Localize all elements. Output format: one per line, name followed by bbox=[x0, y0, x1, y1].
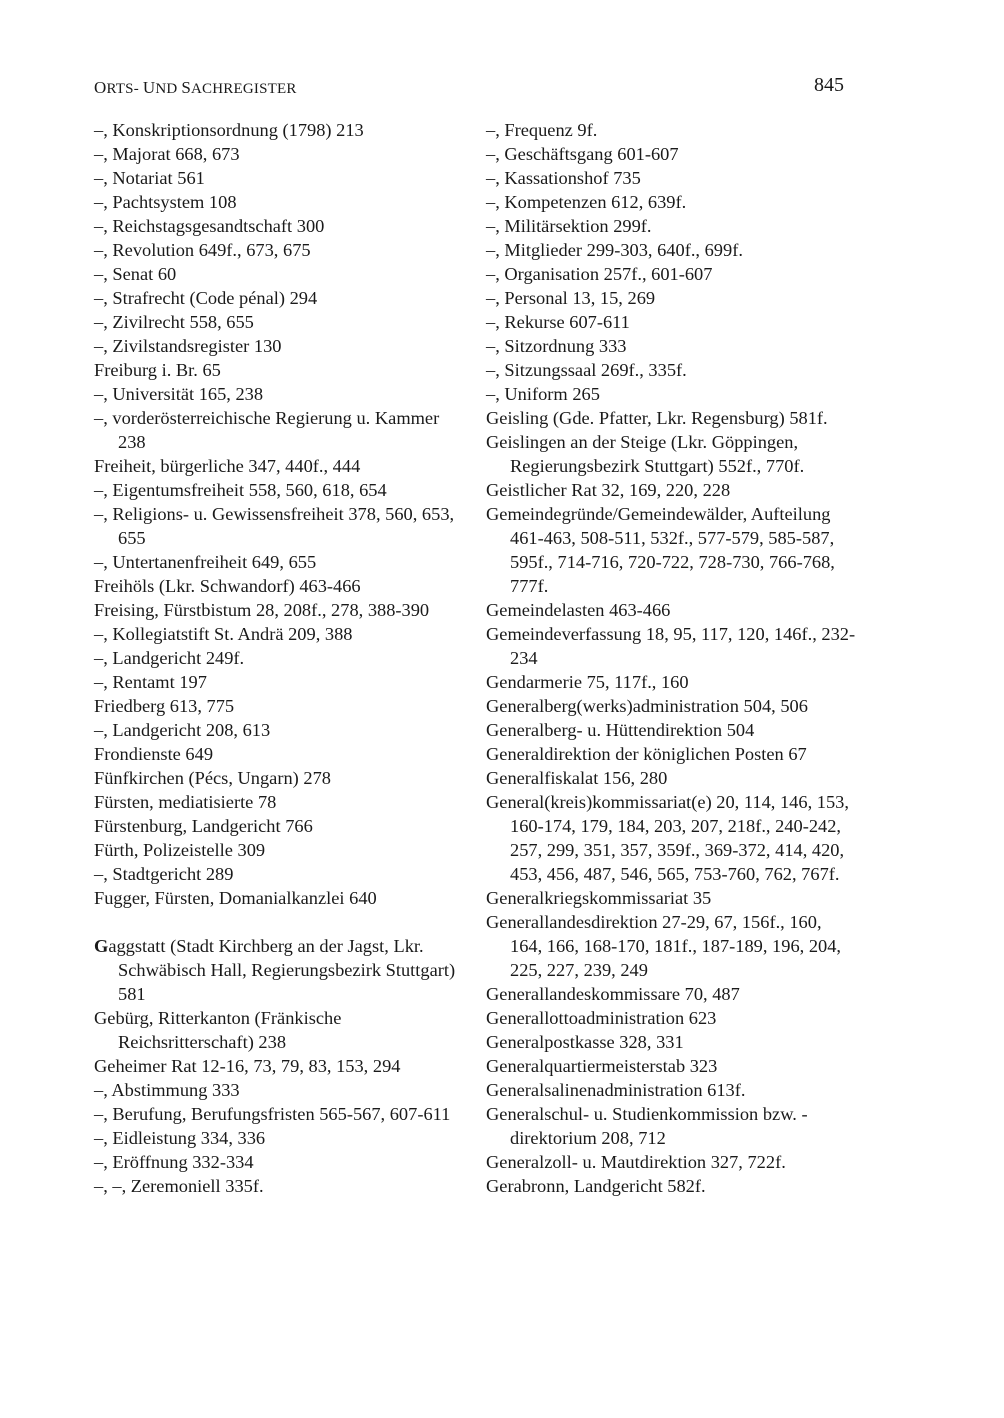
index-entry-text: –, Revolution 649f., 673, 675 bbox=[94, 240, 311, 260]
index-entry bbox=[94, 478, 466, 502]
index-entry-text: Fünfkirchen (Pécs, Ungarn) 278 bbox=[94, 768, 331, 788]
index-entry bbox=[486, 310, 858, 334]
index-entry bbox=[486, 358, 858, 382]
index-entry bbox=[94, 406, 466, 454]
index-entry-text: Gebürg, Ritterkanton (Fränkische Reichsritterschaft) 238 bbox=[94, 1008, 342, 1052]
index-entry-text: Generalfiskalat 156, 280 bbox=[486, 768, 668, 788]
index-entry-text: –, Geschäftsgang 601-607 bbox=[486, 144, 679, 164]
index-entry-text: General(kreis)kommissariat(e) 20, 114, 146, 153, 160-174, 179, 184, 203, 207, 218f., 240-242, 257, 299, 351, 357, 359f., 369-372, 414, 420, 453, 456, 487, 546, 565, 753-760, 762, 767f. bbox=[486, 792, 849, 884]
index-entry bbox=[94, 550, 466, 574]
running-title-text: ORTS- UND SACHREGISTER bbox=[94, 78, 297, 97]
index-entry bbox=[94, 862, 466, 886]
index-entry-text: Freihöls (Lkr. Schwandorf) 463-466 bbox=[94, 576, 361, 596]
index-entry-text: Freiheit, bürgerliche 347, 440f., 444 bbox=[94, 456, 361, 476]
index-entry-text: Generalkriegskommissariat 35 bbox=[486, 888, 712, 908]
index-entry bbox=[94, 238, 466, 262]
index-entry-text: Gemeindegründe/Gemeindewälder, Aufteilung 461-463, 508-511, 532f., 577-579, 585-587, 595f., 714-716, 720-722, 728-730, 766-768, 777f. bbox=[486, 504, 835, 596]
index-entry bbox=[94, 262, 466, 286]
index-entry-text: Generalberg- u. Hüttendirektion 504 bbox=[486, 720, 755, 740]
index-entry-text: –, Religions- u. Gewissensfreiheit 378, 560, 653, 655 bbox=[94, 504, 455, 548]
index-entry bbox=[486, 166, 858, 190]
index-entry bbox=[486, 910, 858, 982]
index-entry-text: Fugger, Fürsten, Domanialkanzlei 640 bbox=[94, 888, 377, 908]
index-entry-text: –, Konskriptionsordnung (1798) 213 bbox=[94, 120, 364, 140]
index-entry-text: –, Organisation 257f., 601-607 bbox=[486, 264, 713, 284]
index-entry-text: Frondienste 649 bbox=[94, 744, 214, 764]
index-entry-text: –, Landgericht 208, 613 bbox=[94, 720, 271, 740]
index-entry bbox=[486, 694, 858, 718]
index-entry bbox=[486, 742, 858, 766]
index-entry bbox=[486, 430, 858, 478]
index-entry-text: Geheimer Rat 12-16, 73, 79, 83, 153, 294 bbox=[94, 1056, 401, 1076]
index-entry-text: –, Stadtgericht 289 bbox=[94, 864, 234, 884]
index-entry bbox=[486, 502, 858, 598]
index-entry-text: Freising, Fürstbistum 28, 208f., 278, 388-390 bbox=[94, 600, 430, 620]
index-entry-text: Geisling (Gde. Pfatter, Lkr. Regensburg) 581f. bbox=[486, 408, 828, 428]
index-entry-text: Geislingen an der Steige (Lkr. Göppingen, Regierungsbezirk Stuttgart) 552f., 770f. bbox=[486, 432, 805, 476]
index-entry-text: –, Notariat 561 bbox=[94, 168, 205, 188]
index-entry bbox=[486, 142, 858, 166]
index-entry bbox=[94, 1006, 466, 1054]
index-entry bbox=[94, 598, 466, 622]
index-entry bbox=[486, 238, 858, 262]
index-entry bbox=[486, 382, 858, 406]
index-entry-text: –, Reichstagsgesandtschaft 300 bbox=[94, 216, 325, 236]
index-entry bbox=[486, 718, 858, 742]
index-entry-text: –, Eröffnung 332-334 bbox=[94, 1152, 254, 1172]
index-entry bbox=[94, 310, 466, 334]
index-entry bbox=[94, 118, 466, 142]
index-entry bbox=[94, 622, 466, 646]
index-entry bbox=[94, 142, 466, 166]
index-entry-text: –, Eigentumsfreiheit 558, 560, 618, 654 bbox=[94, 480, 387, 500]
index-entry-text: –, Zivilrecht 558, 655 bbox=[94, 312, 254, 332]
index-entry bbox=[94, 166, 466, 190]
index-entry bbox=[486, 598, 858, 622]
index-entry bbox=[94, 790, 466, 814]
index-entry bbox=[94, 838, 466, 862]
index-entry bbox=[94, 934, 466, 1006]
index-entry-text: Generalzoll- u. Mautdirektion 327, 722f. bbox=[486, 1152, 786, 1172]
index-entry bbox=[94, 574, 466, 598]
index-entry bbox=[486, 334, 858, 358]
index-entry-text: Gendarmerie 75, 117f., 160 bbox=[486, 672, 689, 692]
index-entry bbox=[486, 1006, 858, 1030]
index-entry-text: Generaldirektion der königlichen Posten 67 bbox=[486, 744, 807, 764]
index-entry-text: aggstatt (Stadt Kirchberg an der Jagst, Lkr. Schwäbisch Hall, Regierungsbezirk Stuttgart) 581 bbox=[108, 936, 456, 1004]
index-entry bbox=[94, 1102, 466, 1126]
index-entry-text: –, Rekurse 607-611 bbox=[486, 312, 630, 332]
index-entry bbox=[94, 382, 466, 406]
index-entry-text: Geistlicher Rat 32, 169, 220, 228 bbox=[486, 480, 731, 500]
index-entry bbox=[94, 1126, 466, 1150]
index-entry bbox=[94, 334, 466, 358]
index-entry-text: –, –, Zeremoniell 335f. bbox=[94, 1176, 264, 1196]
index-entry-text: –, Militärsektion 299f. bbox=[486, 216, 652, 236]
index-entry bbox=[486, 286, 858, 310]
index-entry-text: Generalquartiermeisterstab 323 bbox=[486, 1056, 718, 1076]
index-entry bbox=[94, 742, 466, 766]
index-entry-text: –, Kollegiatstift St. Andrä 209, 388 bbox=[94, 624, 353, 644]
index-entry-text: –, Mitglieder 299-303, 640f., 699f. bbox=[486, 240, 743, 260]
section-initial-letter: G bbox=[94, 936, 109, 956]
index-entry bbox=[486, 190, 858, 214]
running-header bbox=[94, 74, 844, 100]
index-entry bbox=[94, 358, 466, 382]
index-entry-text: –, Kompetenzen 612, 639f. bbox=[486, 192, 687, 212]
index-entry-text: Fürstenburg, Landgericht 766 bbox=[94, 816, 313, 836]
index-entry-text: –, Universität 165, 238 bbox=[94, 384, 264, 404]
index-entry bbox=[94, 886, 466, 910]
index-entry bbox=[486, 1174, 858, 1198]
index-entry-text: –, Kassationshof 735 bbox=[486, 168, 641, 188]
index-entry-text: –, Untertanenfreiheit 649, 655 bbox=[94, 552, 317, 572]
index-entry-text: Generallottoadministration 623 bbox=[486, 1008, 717, 1028]
index-entry-text: –, Rentamt 197 bbox=[94, 672, 207, 692]
index-entry-text: –, Uniform 265 bbox=[486, 384, 600, 404]
page-number: 845 bbox=[814, 74, 844, 96]
index-entry bbox=[94, 190, 466, 214]
index-entry-text: Fürsten, mediatisierte 78 bbox=[94, 792, 277, 812]
index-entry-text: –, Landgericht 249f. bbox=[94, 648, 245, 668]
index-entry bbox=[94, 1174, 466, 1198]
index-entry bbox=[94, 766, 466, 790]
index-entry-text: –, Frequenz 9f. bbox=[486, 120, 598, 140]
index-entry-text: –, Personal 13, 15, 269 bbox=[486, 288, 656, 308]
index-column-right bbox=[486, 118, 858, 1198]
index-entry bbox=[486, 478, 858, 502]
index-entry-text: –, Pachtsystem 108 bbox=[94, 192, 237, 212]
index-entry bbox=[94, 718, 466, 742]
index-entry-text: –, Zivilstandsregister 130 bbox=[94, 336, 282, 356]
index-entry-text: Freiburg i. Br. 65 bbox=[94, 360, 221, 380]
index-entry bbox=[486, 886, 858, 910]
index-entry-text: Generalsalinenadministration 613f. bbox=[486, 1080, 746, 1100]
index-entry-text: Friedberg 613, 775 bbox=[94, 696, 235, 716]
index-entry bbox=[486, 622, 858, 670]
index-entry-text: –, Sitzordnung 333 bbox=[486, 336, 627, 356]
index-entry bbox=[94, 646, 466, 670]
index-entry-text: Generalberg(werks)administration 504, 506 bbox=[486, 696, 808, 716]
index-entry bbox=[94, 814, 466, 838]
index-entry bbox=[486, 1078, 858, 1102]
index-entry bbox=[94, 1078, 466, 1102]
index-entry bbox=[486, 766, 858, 790]
index-entry-text: –, vorderösterreichische Regierung u. Kammer 238 bbox=[94, 408, 440, 452]
index-entry bbox=[94, 1150, 466, 1174]
index-entry bbox=[94, 286, 466, 310]
index-entry-text: –, Eidleistung 334, 336 bbox=[94, 1128, 266, 1148]
index-entry bbox=[94, 1054, 466, 1078]
index-entry-text: –, Abstimmung 333 bbox=[94, 1080, 240, 1100]
index-entry bbox=[486, 262, 858, 286]
index-entry bbox=[94, 454, 466, 478]
index-entry-text: Gemeindelasten 463-466 bbox=[486, 600, 671, 620]
index-entry bbox=[486, 1030, 858, 1054]
index-entry bbox=[94, 694, 466, 718]
index-entry bbox=[94, 214, 466, 238]
index-entry-text: Generalschul- u. Studienkommission bzw. -direktorium 208, 712 bbox=[486, 1104, 808, 1148]
index-entry-text: Gerabronn, Landgericht 582f. bbox=[486, 1176, 706, 1196]
index-entry bbox=[486, 1054, 858, 1078]
index-entry-text: Generallandesdirektion 27-29, 67, 156f., 160, 164, 166, 168-170, 181f., 187-189, 196, 204, 225, 227, 239, 249 bbox=[486, 912, 842, 980]
index-entry bbox=[486, 406, 858, 430]
index-entry bbox=[486, 1102, 858, 1150]
index-entry-text: –, Majorat 668, 673 bbox=[94, 144, 240, 164]
index-entry-text: –, Senat 60 bbox=[94, 264, 177, 284]
index-entry bbox=[486, 670, 858, 694]
index-column-left bbox=[94, 118, 466, 1198]
index-entry-text: –, Sitzungssaal 269f., 335f. bbox=[486, 360, 687, 380]
index-entry bbox=[486, 1150, 858, 1174]
index-entry bbox=[486, 118, 858, 142]
index-entry-text: –, Strafrecht (Code pénal) 294 bbox=[94, 288, 318, 308]
index-entry-text: Gemeindeverfassung 18, 95, 117, 120, 146f., 232-234 bbox=[486, 624, 856, 668]
index-entry bbox=[94, 502, 466, 550]
index-entry-text: Fürth, Polizeistelle 309 bbox=[94, 840, 266, 860]
index-entry-text: Generallandeskommissare 70, 487 bbox=[486, 984, 740, 1004]
index-entry bbox=[486, 214, 858, 238]
index-entry bbox=[486, 790, 858, 886]
running-title bbox=[94, 78, 297, 98]
index-entry-text: Generalpostkasse 328, 331 bbox=[486, 1032, 684, 1052]
index-entry bbox=[94, 670, 466, 694]
index-entry-text: –, Berufung, Berufungsfristen 565-567, 607-611 bbox=[94, 1104, 451, 1124]
index-entry bbox=[486, 982, 858, 1006]
